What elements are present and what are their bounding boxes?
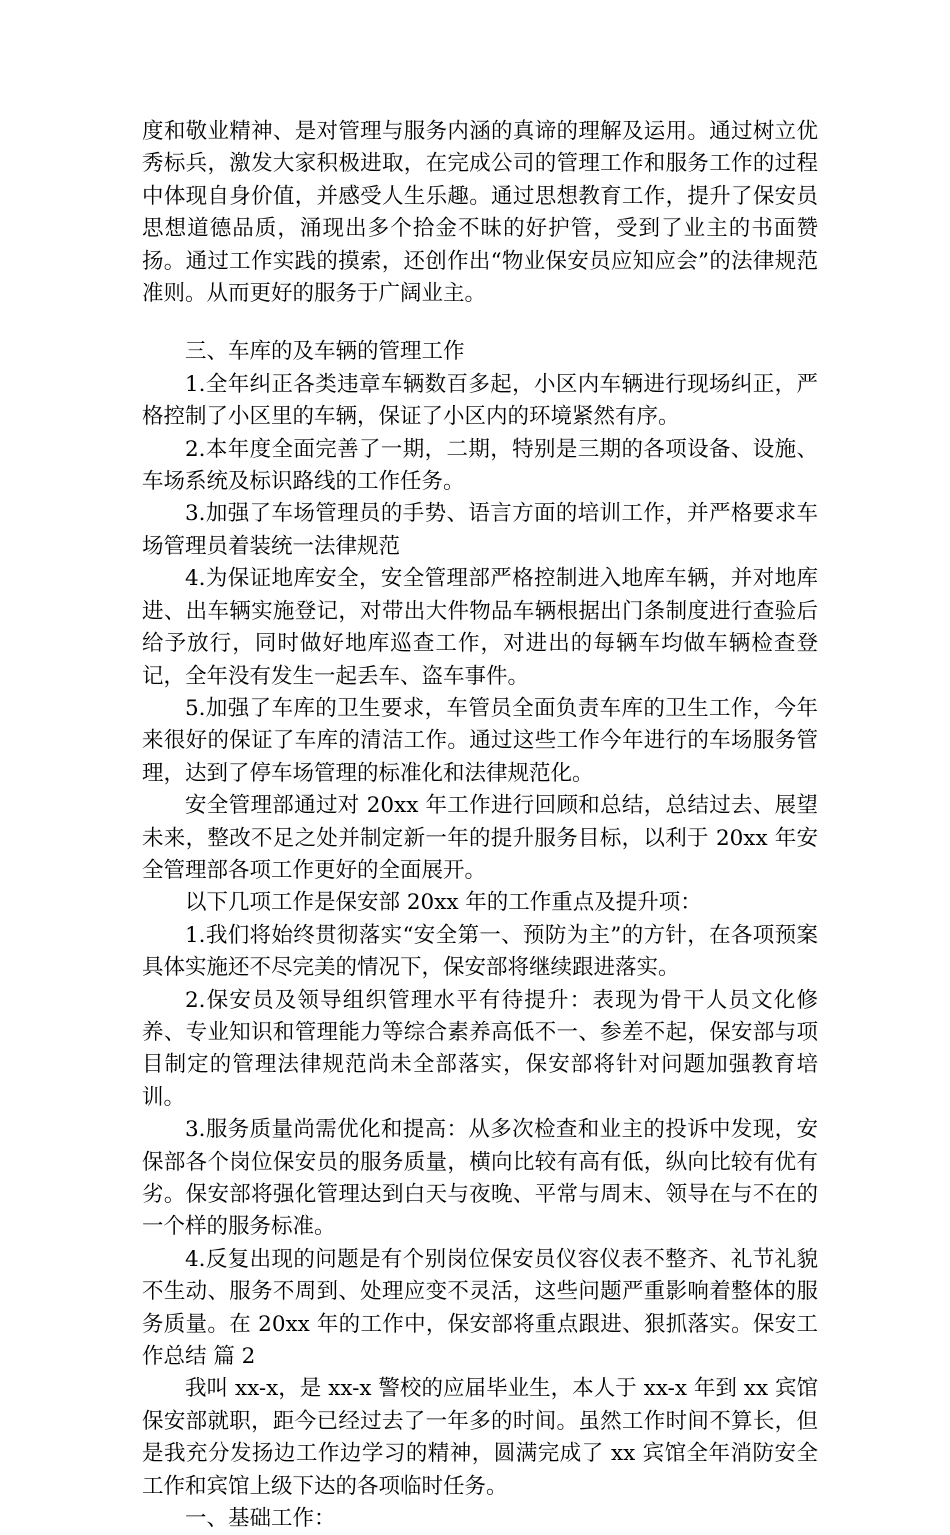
paragraph-focus-1: 1.我们将始终贯彻落实“安全第一、预防为主”的方针，在各项预案具体实施还不尽完美的情况下，保安部将继续跟进落实。: [142, 922, 818, 981]
paragraph-focus-2: 2.保安员及领导组织管理水平有待提升：表现为骨干人员文化修养、专业知识和管理能力等综合素养高低不一、参差不起，保安部与项目制定的管理法律规范尚未全部落实，保安部将针对问题加强教育培训。: [142, 987, 818, 1110]
paragraph-focus-4: 4.反复出现的问题是有个别岗位保安员仪容仪表不整齐、礼节礼貌不生动、服务不周到、处理应变不灵活，这些问题严重影响着整体的服务质量。在 20xx 年的工作中，保安部将重点跟进、狠抓落实。保安工作总结 篇 2: [142, 1246, 818, 1370]
paragraph-item-1: 1.全年纠正各类违章车辆数百多起，小区内车辆进行现场纠正，严格控制了小区里的车辆，保证了小区内的环境紧然有序。: [142, 371, 818, 430]
paragraph-focus-3: 3.服务质量尚需优化和提高：从多次检查和业主的投诉中发现，安保部各个岗位保安员的服务质量，横向比较有高有低，纵向比较有优有劣。保安部将强化管理达到白天与夜晚、平常与周末、领导在与不在的一个样的服务标准。: [142, 1117, 818, 1240]
paragraph-item-2: 2.本年度全面完善了一期，二期，特别是三期的各项设备、设施、车场系统及标识路线的工作任务。: [142, 436, 818, 495]
paragraph-focus-intro: 以下几项工作是保安部 20xx 年的工作重点及提升项：: [185, 890, 702, 916]
paragraph-item-3: 3.加强了车场管理员的手势、语言方面的培训工作，并严格要求车场管理员着装统一法律规范: [142, 501, 818, 559]
paragraph-gap: [142, 310, 818, 336]
section-heading-basic-work: 一、基础工作：: [185, 1506, 336, 1532]
paragraph-continuation: 度和敬业精神、是对管理与服务内涵的真谛的理解及运用。通过树立优秀标兵，激发大家积极进取，在完成公司的管理工作和服务工作的过程中体现自身价值，并感受人生乐趣。通过思想教育工作，提升了保安员思想道德品质，涌现出多个拾金不昧的好护管，受到了业主的书面赞扬。通过工作实践的摸索，还创作出“物业保安员应知应会”的法律规范准则。从而更好的服务于广阔业主。: [142, 119, 818, 307]
document-page: [142, 116, 818, 1535]
paragraph-item-5: 5.加强了车库的卫生要求，车管员全面负责车库的卫生工作，今年来很好的保证了车库的清洁工作。通过这些工作今年进行的车场服务管理，达到了停车场管理的标准化和法律规范化。: [142, 695, 818, 786]
paragraph-review: 安全管理部通过对 20xx 年工作进行回顾和总结，总结过去、展望未来，整改不足之处并制定新一年的提升服务目标，以利于 20xx 年安全管理部各项工作更好的全面展开。: [142, 793, 818, 883]
section-heading-garage: 三、车库的及车辆的管理工作: [185, 339, 465, 365]
paragraph-item-4: 4.为保证地库安全，安全管理部严格控制进入地库车辆，并对地库进、出车辆实施登记，对带出大件物品车辆根据出门条制度进行查验后给予放行，同时做好地库巡查工作，对进出的每辆车均做车辆检查登记，全年没有发生一起丢车、盗车事件。: [142, 566, 818, 689]
paragraph-intro-self: 我叫 xx-x，是 xx-x 警校的应届毕业生，本人于 xx-x 年到 xx 宾馆保安部就职，距今已经过去了一年多的时间。虽然工作时间不算长，但是我充分发扬边工作边学习的精神，圆满完成了 xx 宾馆全年消防安全工作和宾馆上级下达的各项临时任务。: [142, 1376, 818, 1499]
